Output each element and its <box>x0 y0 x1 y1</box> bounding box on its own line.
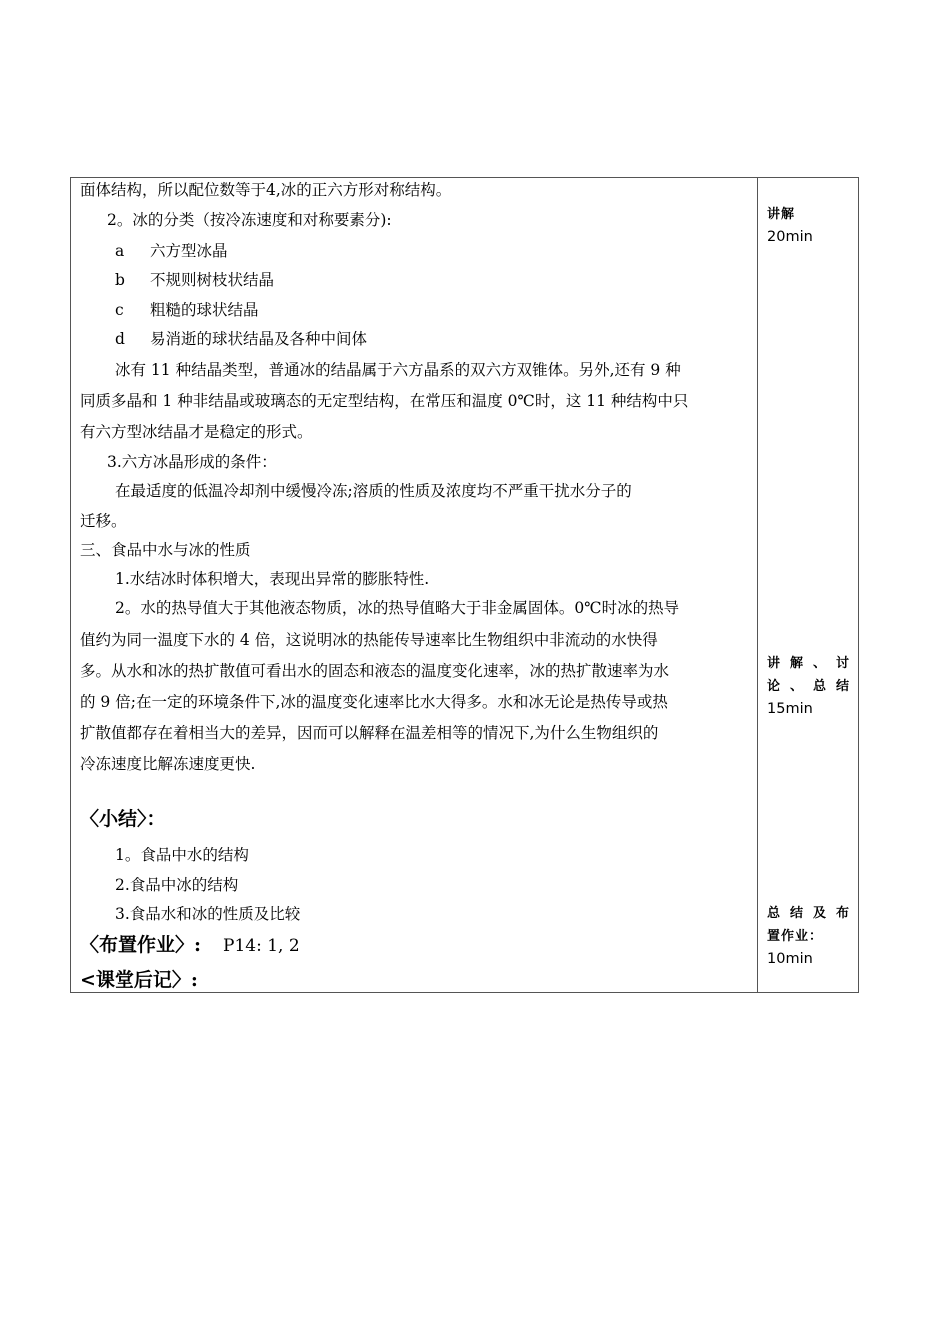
side-note-1 <box>767 203 849 249</box>
paragraph-line: 在最适度的低温冷却剂中缓慢冷冻;溶质的性质及浓度均不严重干扰水分子的 <box>115 482 632 500</box>
conditions-title: 3.六方冰晶形成的条件： <box>107 453 277 471</box>
paragraph-line: 1.水结冰时体积增大，表现出异常的膨胀特性. <box>115 570 430 588</box>
side-duration: 10min <box>767 951 813 967</box>
section-title: 三、食品中水与冰的性质 <box>80 541 251 559</box>
paragraph-line: 迁移。 <box>80 512 127 530</box>
summary-item: 2.食品中冰的结构 <box>115 876 239 894</box>
paragraph-line: 值约为同一温度下水的 4 倍，这说明冰的热能传导速率比生物组织中非流动的水快得 <box>80 631 658 649</box>
classification-title: 2。冰的分类（按冷冻速度和对称要素分): <box>107 211 392 229</box>
summary-item: 3.食品水和冰的性质及比较 <box>115 905 301 923</box>
side-note-2 <box>767 652 849 721</box>
summary-item: 1。食品中水的结构 <box>115 846 249 864</box>
side-label: 讲 解 、 讨 <box>767 656 849 671</box>
summary-heading: 〈小结〉： <box>80 808 166 830</box>
homework-row <box>80 933 300 958</box>
list-tag: a <box>115 242 125 260</box>
list-tag: d <box>115 330 125 348</box>
list-item: 六方型冰晶 <box>150 242 228 260</box>
side-duration: 15min <box>767 701 813 717</box>
paragraph-line: 2。水的热导值大于其他液态物质，冰的热导值略大于非金属固体。0℃时冰的热导 <box>115 599 680 617</box>
paragraph-line: 扩散值都存在着相当大的差异，因而可以解释在温差相等的情况下,为什么生物组织的 <box>80 724 659 742</box>
list-item: 粗糙的球状结晶 <box>150 301 259 319</box>
paragraph-line: 冰有 11 种结晶类型，普通冰的结晶属于六方晶系的双六方双锥体。另外,还有 9 种 <box>115 361 681 379</box>
list-tag: b <box>115 271 125 289</box>
list-tag: c <box>115 301 124 319</box>
paragraph-line: 同质多晶和 1 种非结晶或玻璃态的无定型结构，在常压和温度 0℃时，这 11 种结构中只 <box>80 392 689 410</box>
text-line: 面体结构，所以配位数等于4,冰的正六方形对称结构。 <box>80 181 452 199</box>
notes-heading: <课堂后记〉: <box>80 969 198 991</box>
side-label: 总 结 及 布 <box>767 906 849 921</box>
side-label: 论 、 总 结 <box>767 679 849 694</box>
homework-value: P14: 1, 2 <box>223 936 300 956</box>
paragraph-line: 有六方型冰结晶才是稳定的形式。 <box>80 423 313 441</box>
paragraph-line: 多。从水和冰的热扩散值可看出水的固态和液态的温度变化速率，冰的热扩散速率为水 <box>80 662 670 680</box>
column-divider <box>757 177 758 993</box>
side-duration: 20min <box>767 229 813 245</box>
homework-heading: 〈布置作业〉: <box>80 934 202 956</box>
list-item: 易消逝的球状结晶及各种中间体 <box>150 330 368 348</box>
side-label: 置作业： <box>767 929 824 944</box>
paragraph-line: 冷冻速度比解冻速度更快. <box>80 755 256 773</box>
side-label: 讲解 <box>767 207 796 222</box>
side-note-3 <box>767 902 849 971</box>
paragraph-line: 的 9 倍;在一定的环境条件下,冰的温度变化速率比水大得多。水和冰无论是热传导或热 <box>80 693 668 711</box>
list-item: 不规则树枝状结晶 <box>150 271 275 289</box>
